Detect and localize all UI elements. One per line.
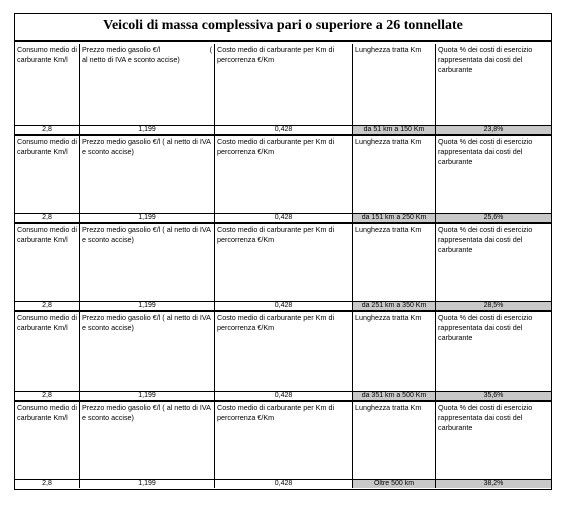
cell-consumo: 2,8 [15,126,80,134]
header-quota: Quota % dei costi di esercizio rappresentata dai costi del carburante [438,403,533,432]
cell-costo: 0,428 [215,214,353,222]
cell-prezzo: 1,199 [80,392,215,400]
cell-quota: 28,5% [436,302,551,310]
header-consumo: Consumo medio di carburante Km/l [15,224,80,301]
cell-quota: 35,6% [436,392,551,400]
header-prezzo-label: Prezzo medio gasolio €/l [82,45,161,54]
header-costo: Costo medio di carburante per Km di percorrenza €/Km [215,44,353,125]
cell-quota: 25,6% [436,214,551,222]
header-prezzo-note: al netto di IVA e sconto accise) [82,55,180,64]
cell-prezzo: 1,199 [80,126,215,134]
table-block-5 [15,402,551,489]
table-row [15,301,551,312]
header-prezzo: Prezzo medio gasolio €/l ( al netto di IVA e sconto accise) [80,224,215,301]
header-prezzo: Prezzo medio gasolio €/l ( al netto di IVA e sconto accise) [80,136,215,213]
table-row [15,125,551,136]
cell-prezzo: 1,199 [80,214,215,222]
table-block-4 [15,312,551,402]
header-consumo: Consumo medio di carburante Km/l [15,136,80,213]
table-row [15,213,551,224]
cell-consumo: 2,8 [15,302,80,310]
header-prezzo: Prezzo medio gasolio €/l ( al netto di IVA e sconto accise) [80,402,215,479]
header-prezzo [80,44,215,125]
header-quota: Quota % dei costi di esercizio rappresentata dai costi del carburante [438,313,533,342]
header-quota: Quota % dei costi di esercizio rappresentata dai costi del carburante [438,137,533,166]
header-prezzo-paren: ( [209,45,212,54]
cell-prezzo: 1,199 [80,480,215,488]
header-quota: Quota % dei costi di esercizio rappresentata dai costi del carburante [438,225,533,254]
header-consumo: Consumo medio di carburante Km/l [15,312,80,391]
cell-costo: 0,428 [215,126,353,134]
cell-costo: 0,428 [215,392,353,400]
table-row [15,391,551,402]
cell-lunghezza: da 351 km a 500 Km [353,392,436,400]
header-prezzo: Prezzo medio gasolio €/l ( al netto di IVA e sconto accise) [80,312,215,391]
header-quota: Quota % dei costi di esercizio rappresentata dai costi del carburante [438,45,533,74]
cell-lunghezza: da 151 km a 250 Km [353,214,436,222]
table-block-2 [15,136,551,224]
table-block-1 [15,44,551,136]
cell-consumo: 2,8 [15,214,80,222]
header-lunghezza: Lunghezza tratta Km [353,136,436,213]
cell-quota: 38,2% [436,480,551,488]
cell-lunghezza: da 51 km a 150 Km [353,126,436,134]
cell-quota: 23,8% [436,126,551,134]
header-lunghezza: Lunghezza tratta Km [353,44,436,125]
cell-lunghezza: Oltre 500 km [353,480,436,488]
cell-consumo: 2,8 [15,480,80,488]
header-consumo: Consumo medio di carburante Km/l [15,44,80,125]
header-costo: Costo medio di carburante per Km di percorrenza €/Km [215,224,353,301]
cell-consumo: 2,8 [15,392,80,400]
cell-prezzo: 1,199 [80,302,215,310]
header-lunghezza: Lunghezza tratta Km [353,224,436,301]
table-sheet [14,13,552,490]
header-costo: Costo medio di carburante per Km di percorrenza €/Km [215,312,353,391]
header-costo: Costo medio di carburante per Km di percorrenza €/Km [215,136,353,213]
header-costo: Costo medio di carburante per Km di percorrenza €/Km [215,402,353,479]
header-lunghezza: Lunghezza tratta Km [353,402,436,479]
table-title: Veicoli di massa complessiva pari o superiore a 26 tonnellate [15,14,551,42]
cell-lunghezza: da 251 km a 350 Km [353,302,436,310]
header-lunghezza: Lunghezza tratta Km [353,312,436,391]
table-block-3 [15,224,551,312]
cell-costo: 0,428 [215,302,353,310]
cell-costo: 0,428 [215,480,353,488]
header-consumo: Consumo medio di carburante Km/l [15,402,80,479]
table-row [15,479,551,488]
